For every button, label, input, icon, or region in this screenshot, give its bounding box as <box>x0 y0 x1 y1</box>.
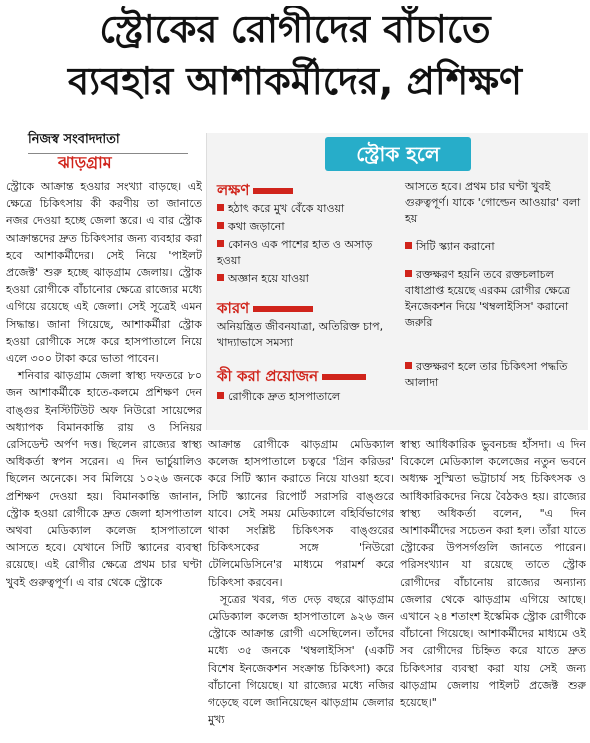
bullet-square-icon <box>217 222 224 229</box>
article-column-3 <box>400 436 586 738</box>
todo-heading: কী করা প্রয়োজন <box>217 365 366 390</box>
article-column-1 <box>6 178 202 738</box>
bullet-square-icon <box>217 240 224 247</box>
paragraph: স্ট্রোকে আক্রান্ত হওয়ার সংখ্যা বাড়ছে। এই ক্ষেত্রে চিকিৎসায় কী করণীয় তা জানাতে নজর দেওয়া হচ্ছে জেলা স্তরে। এ বার স্ট্রোক আক্রান্তদের দ্রুত চিকিৎসার জন্য ব্যবহার করা হবে আশাকর্মীদের। সেই নিয়ে 'পাইলট প্রজেক্ট' শুরু হচ্ছে ঝাড়গ্রাম জেলায়। স্ট্রোক হওয়া রোগীকে বাঁচানোর ক্ষেত্রে রাজ্যের মধ্যে এগিয়ে রয়েছে এই জেলা। সেই সূত্রেই এমন সিদ্ধান্ত। জানা গিয়েছে, আশাকর্মীরা স্ট্রোক হওয়া রোগীকে সঙ্গে করে হাসপাতালে নিয়ে এলে ৩০০ টাকা করে ভাতা পাবেন। <box>6 180 202 366</box>
symptoms-heading: লক্ষণ <box>217 179 293 204</box>
bullet-square-icon <box>405 242 412 249</box>
paragraph: স্বাস্থ্য আধিকারিক ভুবনচন্দ্র হাঁসদা। এ দিন বিকেলে মেডিক্যাল কলেজের নতুন ভবনে অধ্যক্ষ সুস্মিতা ভট্টাচার্য সহ চিকিৎসক ও আধিকারিকদের নিয়ে বৈঠকও হয়। রাজ্যের স্বাস্থ্য অধিকর্তা বলেন, "এ দিন আশাকর্মীদের সচেতন করা হল। তাঁরা যাতে স্ট্রোকের উপসর্গগুলি জানতে পারেন। পরিসংখ্যান যা রয়েছে তাতে স্ট্রোক রোগীদের বাঁচানোয় রাজ্যের অন্যান্য জেলার থেকে ঝাড়গ্রাম এগিয়ে আছে। এখানে ২৪ শতাংশ ইস্কেমিক স্ট্রোক রোগীকে বাঁচানো গিয়েছে। আশাকর্মীদের মাধ্যমে ওই সব রোগীদের চিহ্নিত করে যাতে দ্রুত চিকিৎসার ব্যবস্থা করা যায় সেই জন্য ঝাড়গ্রাম জেলায় পাইলট প্রজেক্ট শুরু হয়েছে।" <box>400 438 586 710</box>
paragraph: শনিবার ঝাড়গ্রাম জেলা স্বাস্থ্য দফতরে ৮০ জন আশাকর্মীকে হাতে-কলমে প্রশিক্ষণ দেন বাঙ্গুর ইনস্টিটিউট অফ নিউরো সায়েন্সের অধ্যাপক বিমানকান্তি রায় ও সিনিয়র রেসিডেন্ট অর্পণ দত্ত। ছিলেন রাজ্যের স্বাস্থ্য অধিকর্তা স্বপন সরেন। এ দিন ভার্চুয়ালিও ছিলেন অনেকে। সব মিলিয়ে ১০২৬ জনকে প্রশিক্ষণ দেওয়া হয়। বিমানকান্তি জানান, স্ট্রোক হওয়া রোগীকে দ্রুত জেলা হাসপাতাল অথবা মেডিক্যাল কলেজ হাসপাতালে আসতে হবে। যেখানে সিটি স্ক্যানের ব্যবস্থা রয়েছে। এই রোগীর ক্ষেত্রে প্রথম চার ঘণ্টা খুবই গুরুত্বপূর্ণ। এ বার থেকে স্ট্রোকে <box>6 369 202 589</box>
symptom-item: কথা জড়ানো <box>217 219 397 235</box>
byline: নিজস্ব সংবাদদাতা <box>28 130 188 154</box>
todo-item: রক্তক্ষরণ হলে তার চিকিৎসা পদ্ধতি আলাদা <box>405 360 568 389</box>
headline-line-2: ব্যবহার আশাকর্মীদের, প্রশিক্ষণ <box>67 59 523 103</box>
todo-item: রক্তক্ষরণ হয়নি তবে রক্তচলাচল বাধাপ্রাপ্ত হয়েছে এরকম রোগীর ক্ষেত্রে ইনজেকশন দিয়ে 'থম্বলাইসিস' করানো জরুরি <box>405 268 571 329</box>
article-column-2 <box>208 436 394 738</box>
paragraph: সূত্রের খবর, গত দেড় বছরে ঝাড়গ্রাম মেডিক্যাল কলেজ হাসপাতালে ৯২৬ জন স্ট্রোকে আক্রান্ত রোগী এসেছিলেন। তাঁদের মধ্যে ৩৫ জনকে 'থম্বলাইসিস' (একটি বিশেষ ইনজেকশন সংক্রান্ত চিকিৎসা) করে বাঁচানো গিয়েছে। যা রাজ্যের মধ্যে নজির গড়েছে বলে জানিয়েছেন ঝাড়গ্রাম জেলার মুখ্য <box>208 592 394 727</box>
todo-item: সিটি স্ক্যান করানো <box>405 239 581 255</box>
symptom-item: কোনও এক পাশের হাত ও অসাড় হওয়া <box>217 238 373 267</box>
bullet-square-icon <box>405 362 412 369</box>
dateline: ঝাড়গ্রাম <box>58 153 112 172</box>
headline-line-1: স্ট্রোকের রোগীদের বাঁচাতে <box>99 7 491 51</box>
paragraph: আক্রান্ত রোগীকে ঝাড়গ্রাম মেডিক্যাল কলেজ হাসপাতালে চত্বরে 'গ্রিন করিডর' করে সিটি স্ক্যান করাতে নিয়ে যাওয়া হবে। সিটি স্ক্যানের রিপোর্ট সরাসরি বাঙ্গুরে যাবে। সেই সময় মেডিক্যালে বহির্বিভাগের থাকা সংশ্লিষ্ট চিকিৎসক বাঙ্গুরের চিকিৎসকের সঙ্গে 'নিউরো টেলিমেডিসিনে'র মাধ্যমে পরামর্শ করে চিকিৎসা করবেন। <box>208 438 394 589</box>
bullet-square-icon <box>217 274 224 281</box>
todo-continuation: আসতে হবে। প্রথম চার ঘণ্টা খুবই গুরুত্বপূর্ণ। যাকে 'গোল্ডেন আওয়ার' বলা হয় <box>405 180 581 225</box>
causes-heading: কারণ <box>217 297 313 322</box>
bullet-square-icon <box>217 392 224 399</box>
causes-text: অনিয়ন্ত্রিত জীবনযাত্রা, অতিরিক্ত চাপ, খাদ্যাভাসে সমস্যা <box>217 320 384 349</box>
info-box-title: স্ট্রোক হলে <box>325 137 471 171</box>
todo-item: রোগীকে দ্রুত হাসপাতালে <box>217 389 397 405</box>
bullet-square-icon <box>217 204 224 211</box>
symptom-item: হঠাৎ করে মুখ বেঁকে যাওয়া <box>217 201 397 217</box>
symptom-item: অজ্ঞান হয়ে যাওয়া <box>217 271 397 287</box>
bullet-square-icon <box>405 270 412 277</box>
info-box <box>206 133 588 430</box>
